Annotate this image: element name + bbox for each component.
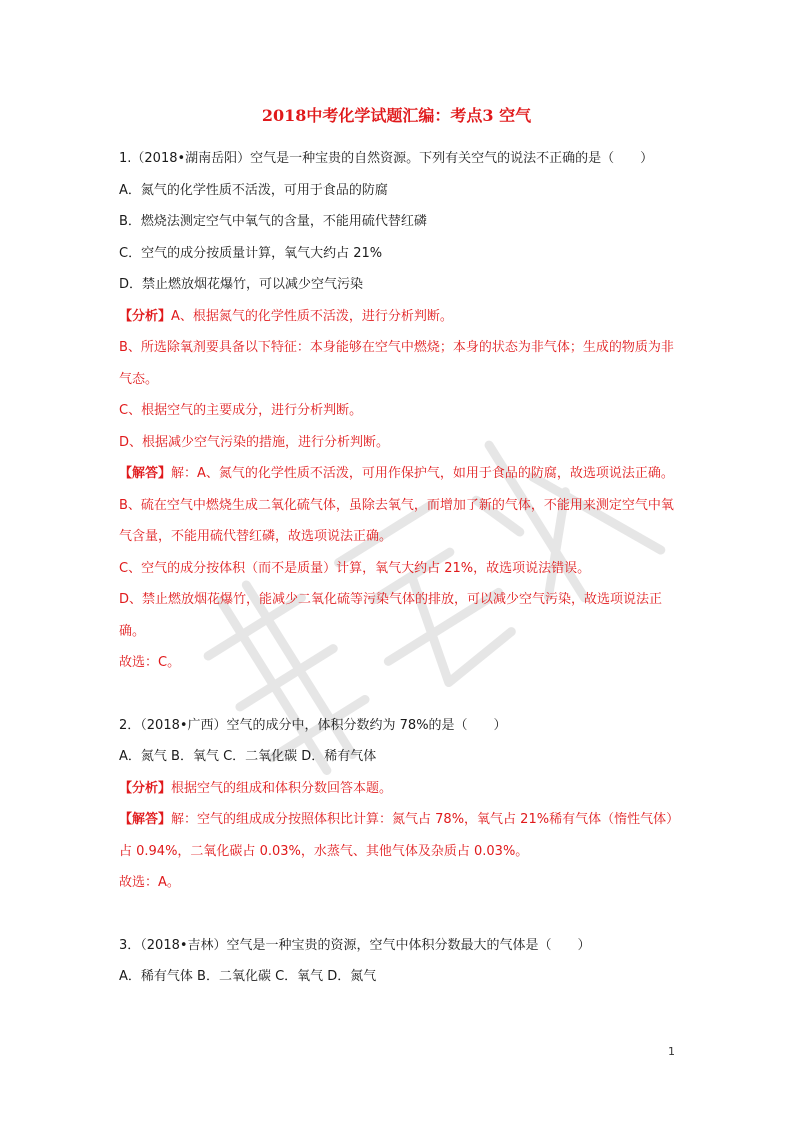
question-3-options: A．稀有气体 B．二氧化碳 C．氧气 D．氮气 <box>119 969 377 984</box>
question-1-option-a: A．氮气的化学性质不活泼，可用于食品的防腐 <box>119 182 388 198</box>
question-3-stem: 3．（2018•吉林）空气是一种宝贵的资源，空气中体积分数最大的气体是（ ） <box>119 937 591 953</box>
question-1-analysis-a <box>119 301 679 333</box>
analysis-tag: 【分析】 <box>119 780 172 796</box>
page-number: 1 <box>668 1045 675 1058</box>
question-1-answer-b: B、硫在空气中燃烧生成二氧化硫气体，虽除去氧气，而增加了新的气体，不能用来测定空气中氧气含量，不能用硫代替红磷，故选项说法正确。 <box>119 497 674 544</box>
question-1-option-d: D．禁止燃放烟花爆竹，可以减少空气污染 <box>119 277 364 292</box>
spacer <box>119 899 679 930</box>
answer-tag: 【解答】 <box>119 812 172 827</box>
analysis-text: 根据空气的组成和体积分数回答本题。 <box>171 780 393 796</box>
analysis-tag: 【分析】 <box>119 308 172 324</box>
question-1-stem: 1.（2018•湖南岳阳）空气是一种宝贵的自然资源。下列有关空气的说法不正确的是（ ） <box>119 151 654 166</box>
question-2-options: A．氮气 B．氧气 C．二氧化碳 D．稀有气体 <box>119 749 377 764</box>
answer-text: 解：A、氮气的化学性质不活泼，可用作保护气，如用于食品的防腐，故选项说法正确。 <box>171 466 674 481</box>
document-body <box>119 143 679 993</box>
question-1-answer-c: C、空气的成分按体积（而不是质量）计算，氧气大约占 21%，故选项说法错误。 <box>119 560 591 576</box>
question-1-analysis-c: C、根据空气的主要成分，进行分析判断。 <box>119 403 363 418</box>
question-1-analysis-b: B、所选除氧剂要具备以下特征：本身能够在空气中燃烧；本身的状态为非气体；生成的物质为非气态。 <box>119 340 674 387</box>
answer-text: 解：空气的组成成分按照体积比计算：氮气占 78%，氧气占 21%稀有气体（惰性气体）占 0.94%，二氧化碳占 0.03%，水蒸气、其他气体及杂质占 0.03%。 <box>119 812 673 859</box>
analysis-text: A、根据氮气的化学性质不活泼，进行分析判断。 <box>171 308 453 324</box>
question-1-option-b: B．燃烧法测定空气中氧气的含量，不能用硫代替红磷 <box>119 214 427 229</box>
document-title: 2018中考化学试题汇编：考点3 空气 <box>261 106 532 125</box>
question-2-analysis <box>119 773 679 805</box>
question-2-conclusion: 故选：A。 <box>119 875 180 890</box>
question-1-answer-d: D、禁止燃放烟花爆竹，能减少二氧化硫等污染气体的排放，可以减少空气污染，故选项说法正确。 <box>119 592 663 639</box>
answer-tag: 【解答】 <box>119 466 172 481</box>
question-1-conclusion: 故选：C。 <box>119 655 181 670</box>
question-1-answer-a <box>119 458 679 490</box>
question-1-option-c: C．空气的成分按质量计算，氧气大约占 21% <box>119 245 383 261</box>
question-1-analysis-d: D、根据减少空气污染的措施，进行分析判断。 <box>119 434 390 450</box>
spacer <box>119 679 679 710</box>
question-2-answer <box>119 804 679 867</box>
question-2-stem: 2．（2018•广西）空气的成分中，体积分数约为 78%的是（ ） <box>119 717 507 733</box>
